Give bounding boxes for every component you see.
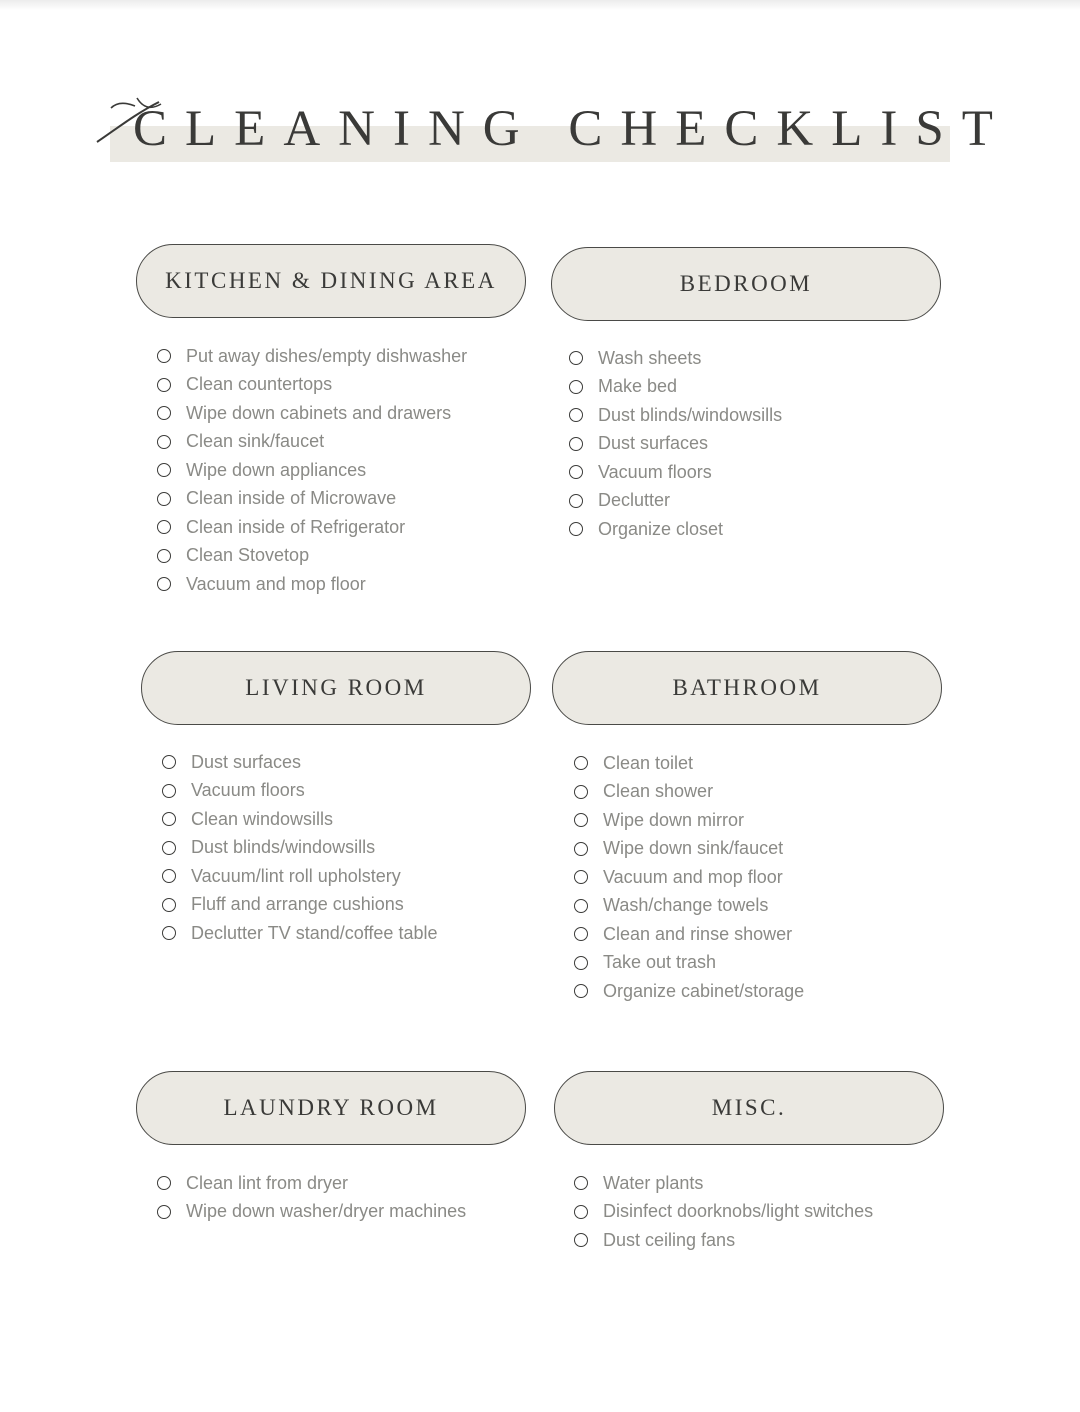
section-list-laundry-room: [157, 1169, 466, 1226]
section-header-living-room: LIVING ROOM: [141, 651, 531, 725]
checkbox-circle-icon[interactable]: [162, 869, 176, 883]
checkbox-circle-icon[interactable]: [157, 1205, 171, 1219]
list-item[interactable]: Vacuum and mop floor: [574, 863, 804, 892]
list-item[interactable]: Take out trash: [574, 949, 804, 978]
section-header-bathroom: BATHROOM: [552, 651, 942, 725]
list-item[interactable]: Dust surfaces: [569, 430, 782, 459]
checkbox-circle-icon[interactable]: [162, 841, 176, 855]
checkbox-circle-icon[interactable]: [569, 437, 583, 451]
checkbox-circle-icon[interactable]: [569, 408, 583, 422]
list-item[interactable]: Clean shower: [574, 778, 804, 807]
checkbox-circle-icon[interactable]: [157, 378, 171, 392]
list-item[interactable]: Wipe down mirror: [574, 806, 804, 835]
checkbox-circle-icon[interactable]: [162, 784, 176, 798]
list-item[interactable]: Vacuum and mop floor: [157, 570, 467, 599]
checkbox-circle-icon[interactable]: [574, 984, 588, 998]
list-item[interactable]: Declutter: [569, 487, 782, 516]
list-item[interactable]: Dust surfaces: [162, 748, 437, 777]
checkbox-circle-icon[interactable]: [157, 577, 171, 591]
checkbox-circle-icon[interactable]: [574, 1205, 588, 1219]
checkbox-circle-icon[interactable]: [157, 549, 171, 563]
checkbox-circle-icon[interactable]: [569, 522, 583, 536]
list-item[interactable]: Wipe down appliances: [157, 456, 467, 485]
checkbox-circle-icon[interactable]: [574, 1176, 588, 1190]
checkbox-circle-icon[interactable]: [157, 1176, 171, 1190]
section-header-bedroom: BEDROOM: [551, 247, 941, 321]
section-list-misc: [574, 1169, 873, 1255]
checkbox-circle-icon[interactable]: [157, 463, 171, 477]
list-item[interactable]: Wipe down washer/dryer machines: [157, 1198, 466, 1227]
checkbox-circle-icon[interactable]: [574, 756, 588, 770]
list-item[interactable]: Wipe down cabinets and drawers: [157, 399, 467, 428]
checkbox-circle-icon[interactable]: [157, 492, 171, 506]
list-item[interactable]: Dust blinds/windowsills: [569, 401, 782, 430]
list-item[interactable]: Clean sink/faucet: [157, 428, 467, 457]
checkbox-circle-icon[interactable]: [569, 351, 583, 365]
list-item[interactable]: Clean windowsills: [162, 805, 437, 834]
checkbox-circle-icon[interactable]: [574, 927, 588, 941]
section-header-misc: MISC.: [554, 1071, 944, 1145]
section-list-kitchen: [157, 342, 467, 599]
checkbox-circle-icon[interactable]: [569, 494, 583, 508]
list-item[interactable]: Dust blinds/windowsills: [162, 834, 437, 863]
list-item[interactable]: Organize closet: [569, 515, 782, 544]
list-item[interactable]: Wash/change towels: [574, 892, 804, 921]
list-item[interactable]: Clean lint from dryer: [157, 1169, 466, 1198]
list-item[interactable]: Vacuum/lint roll upholstery: [162, 862, 437, 891]
top-shadow: [0, 0, 1080, 10]
checkbox-circle-icon[interactable]: [574, 785, 588, 799]
list-item[interactable]: Clean countertops: [157, 371, 467, 400]
checkbox-circle-icon[interactable]: [574, 842, 588, 856]
checkbox-circle-icon[interactable]: [162, 812, 176, 826]
section-header-kitchen: KITCHEN & DINING AREA: [136, 244, 526, 318]
checkbox-circle-icon[interactable]: [574, 813, 588, 827]
checkbox-circle-icon[interactable]: [162, 755, 176, 769]
list-item[interactable]: Make bed: [569, 373, 782, 402]
list-item[interactable]: Clean toilet: [574, 749, 804, 778]
list-item[interactable]: Clean inside of Microwave: [157, 485, 467, 514]
checkbox-circle-icon[interactable]: [162, 898, 176, 912]
list-item[interactable]: Organize cabinet/storage: [574, 977, 804, 1006]
list-item[interactable]: Wipe down sink/faucet: [574, 835, 804, 864]
list-item[interactable]: Clean inside of Refrigerator: [157, 513, 467, 542]
section-header-laundry-room: LAUNDRY ROOM: [136, 1071, 526, 1145]
list-item[interactable]: Vacuum floors: [162, 777, 437, 806]
checkbox-circle-icon[interactable]: [569, 380, 583, 394]
section-list-bedroom: [569, 344, 782, 544]
checkbox-circle-icon[interactable]: [574, 899, 588, 913]
checkbox-circle-icon[interactable]: [574, 870, 588, 884]
list-item[interactable]: Fluff and arrange cushions: [162, 891, 437, 920]
list-item[interactable]: Wash sheets: [569, 344, 782, 373]
checkbox-circle-icon[interactable]: [574, 1233, 588, 1247]
list-item[interactable]: Water plants: [574, 1169, 873, 1198]
page-title: CLEANING CHECKLIST: [133, 101, 1011, 157]
list-item[interactable]: Vacuum floors: [569, 458, 782, 487]
list-item[interactable]: Put away dishes/empty dishwasher: [157, 342, 467, 371]
title-block: [95, 88, 1011, 178]
section-list-living-room: [162, 748, 437, 948]
list-item[interactable]: Dust ceiling fans: [574, 1226, 873, 1255]
checkbox-circle-icon[interactable]: [569, 465, 583, 479]
checkbox-circle-icon[interactable]: [157, 349, 171, 363]
checkbox-circle-icon[interactable]: [574, 956, 588, 970]
list-item[interactable]: Clean Stovetop: [157, 542, 467, 571]
checkbox-circle-icon[interactable]: [162, 926, 176, 940]
checkbox-circle-icon[interactable]: [157, 406, 171, 420]
list-item[interactable]: Clean and rinse shower: [574, 920, 804, 949]
checkbox-circle-icon[interactable]: [157, 520, 171, 534]
list-item[interactable]: Disinfect doorknobs/light switches: [574, 1198, 873, 1227]
list-item[interactable]: Declutter TV stand/coffee table: [162, 919, 437, 948]
section-list-bathroom: [574, 749, 804, 1006]
checkbox-circle-icon[interactable]: [157, 435, 171, 449]
